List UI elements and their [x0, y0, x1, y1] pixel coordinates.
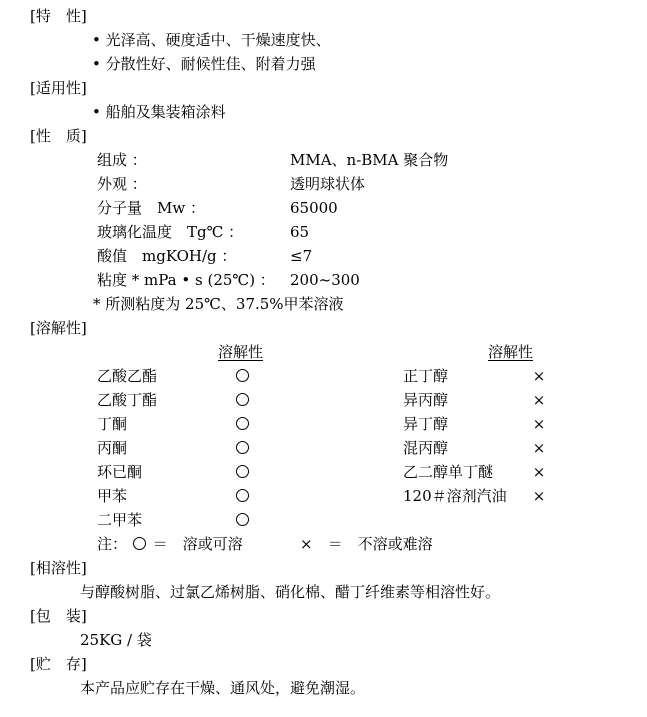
property-value: 65000	[290, 199, 338, 217]
compatibility-heading: [相溶性]	[30, 559, 87, 577]
solubility-column-title: 溶解性	[218, 343, 264, 361]
solvent-name: 异丁醇	[403, 415, 449, 433]
soluble-circle-icon	[234, 462, 250, 482]
property-label: 分子量 Mw ：	[97, 199, 205, 217]
property-label: 粘度 * mPa • s (25℃) ：	[97, 271, 275, 289]
storage-text: 本产品应贮存在干燥、通风处，避免潮湿。	[80, 679, 366, 697]
solvent-name: 甲苯	[97, 487, 128, 505]
soluble-circle-icon	[234, 510, 250, 530]
note-prefix: 注：	[97, 535, 128, 553]
soluble-circle-icon	[234, 366, 250, 386]
soluble-circle-icon	[132, 534, 148, 554]
insoluble-cross-icon: ×	[532, 487, 546, 505]
property-label: 玻璃化温度 Tg℃ ：	[97, 223, 244, 241]
insoluble-cross-icon: ×	[532, 391, 546, 409]
insoluble-cross-icon: ×	[532, 367, 546, 385]
packaging-heading: [包 装]	[30, 607, 87, 625]
solvent-name: 乙酸乙酯	[97, 367, 158, 385]
solvent-name: 120＃溶剂汽油	[403, 487, 507, 505]
solvent-name: 丁酮	[97, 415, 128, 433]
solubility-heading: [溶解性]	[30, 319, 87, 337]
solvent-name: 乙酸丁酯	[97, 391, 158, 409]
insoluble-cross-icon: ×	[532, 439, 546, 457]
solvent-name: 正丁醇	[403, 367, 449, 385]
solubility-column-title: 溶解性	[488, 343, 534, 361]
property-value: 200~300	[290, 271, 360, 289]
insoluble-cross-icon: ×	[532, 463, 546, 481]
soluble-circle-icon	[234, 486, 250, 506]
solubility-note	[97, 534, 243, 554]
property-label: 外观 ：	[97, 175, 147, 193]
solvent-name: 丙酮	[97, 439, 128, 457]
solvent-name: 异丙醇	[403, 391, 449, 409]
insoluble-cross-icon: ×	[532, 415, 546, 433]
property-value: ≤7	[290, 247, 313, 265]
soluble-circle-icon	[234, 414, 250, 434]
applications-heading: [适用性]	[30, 79, 87, 97]
property-label: 组成 ：	[97, 151, 147, 169]
compatibility-text: 与醇酸树脂、过氯乙烯树脂、硝化棉、醋丁纤维素等相溶性好。	[80, 583, 501, 601]
application-item: • 船舶及集装箱涂料	[92, 103, 226, 121]
properties-heading: [性 质]	[30, 127, 87, 145]
soluble-circle-icon	[234, 390, 250, 410]
property-value: 65	[290, 223, 310, 241]
property-value: 透明球状体	[290, 175, 366, 193]
packaging-text: 25KG / 袋	[80, 631, 152, 649]
solvent-name: 乙二醇单丁醚	[403, 463, 494, 481]
feature-item: • 光泽高、硬度适中、干燥速度快、	[92, 31, 331, 49]
feature-item: • 分散性好、耐候性佳、附着力强	[92, 55, 316, 73]
features-heading: [特 性]	[30, 7, 87, 25]
solvent-name: 环已酮	[97, 463, 143, 481]
note-insoluble: × ＝ 不溶或难溶	[300, 535, 433, 553]
viscosity-note: * 所测粘度为 25℃、37.5%甲苯溶液	[93, 295, 344, 313]
property-value: MMA、n-BMA 聚合物	[290, 151, 449, 169]
solvent-name: 混丙醇	[403, 439, 449, 457]
property-label: 酸值 mgKOH/g ：	[97, 247, 237, 265]
storage-heading: [贮 存]	[30, 655, 87, 673]
solvent-name: 二甲苯	[97, 511, 143, 529]
note-soluble: ＝ 溶或可溶	[152, 535, 243, 553]
soluble-circle-icon	[234, 438, 250, 458]
